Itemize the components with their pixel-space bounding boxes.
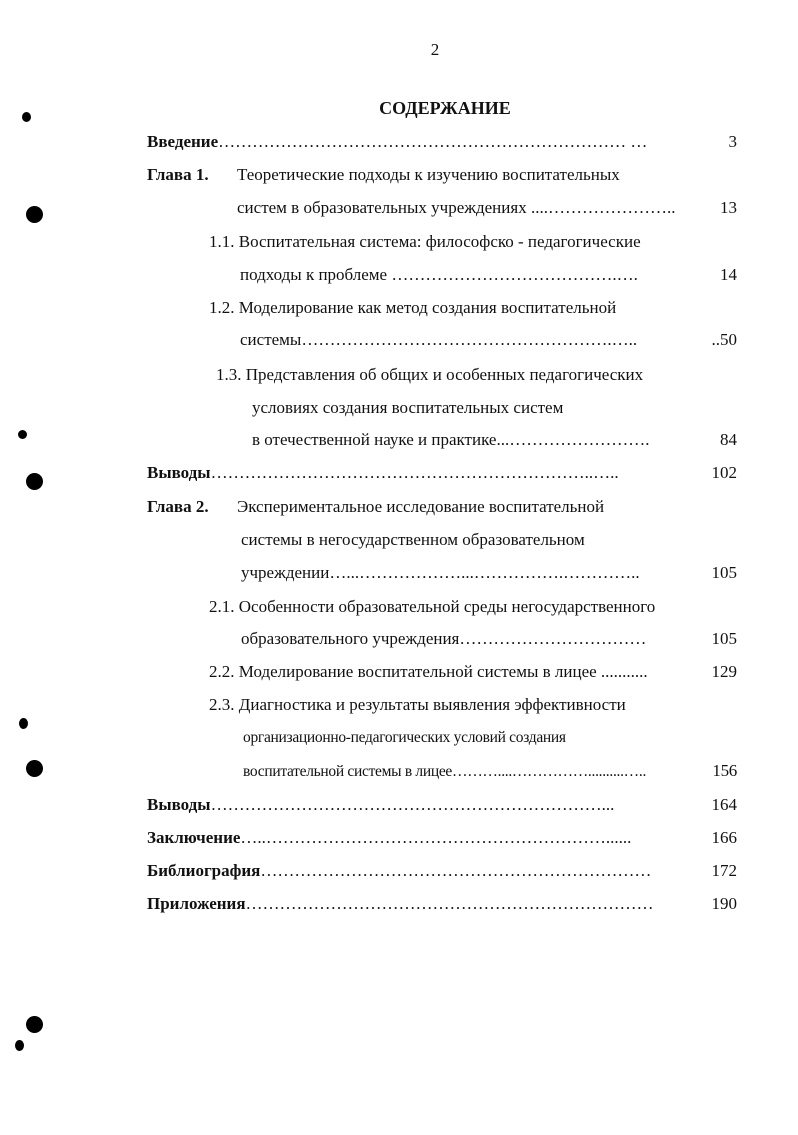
toc-text: 2.2. Моделирование воспитательной системы в лицее ........... bbox=[209, 662, 648, 681]
toc-page: ..50 bbox=[711, 330, 737, 349]
toc-page: 190 bbox=[711, 894, 737, 913]
toc-text: подходы к проблеме ………………………………….…. bbox=[240, 265, 638, 284]
toc-leader: ……………………………………………………………… … bbox=[218, 132, 648, 151]
toc-label: Выводы bbox=[147, 795, 211, 814]
toc-section-1-2-cont bbox=[240, 330, 737, 350]
toc-section-2-1: 2.1. Особенности образовательной среды негосударственного bbox=[209, 597, 656, 616]
toc-page: 172 bbox=[711, 861, 737, 880]
binder-hole-mark bbox=[26, 473, 43, 490]
toc-section-2-2 bbox=[209, 662, 737, 682]
toc-leader: ……………………………………………………………… bbox=[245, 894, 654, 913]
toc-section-1-1-cont bbox=[240, 265, 737, 285]
toc-entry-conclusions-1 bbox=[147, 463, 737, 483]
toc-section-1-3-cont: условиях создания воспитательных систем bbox=[252, 398, 564, 417]
toc-entry-conclusions-2 bbox=[147, 795, 737, 815]
toc-chapter-2-label: Глава 2. bbox=[147, 497, 209, 516]
toc-chapter-1-title-cont bbox=[237, 198, 737, 218]
binder-hole-mark bbox=[19, 718, 28, 729]
binder-hole-mark bbox=[26, 1016, 43, 1033]
toc-leader: …………………………………………………………… bbox=[260, 861, 652, 880]
toc-page: 105 bbox=[711, 563, 737, 582]
toc-section-1-3: 1.3. Представления об общих и особенных педагогических bbox=[216, 365, 644, 384]
toc-leader: …………………………………………………………..….. bbox=[210, 463, 619, 482]
toc-section-2-3-cont: организационно-педагогических условий создания bbox=[243, 729, 566, 746]
page-number: 2 bbox=[430, 40, 440, 59]
toc-label: Приложения bbox=[147, 894, 246, 913]
toc-text: систем в образовательных учреждениях ....………………….. bbox=[237, 198, 676, 217]
toc-text: учреждении…...………………...…………….………….. bbox=[241, 563, 640, 582]
toc-text: воспитательной системы в лицее………....……………..........….. bbox=[243, 763, 647, 780]
toc-page: 3 bbox=[728, 132, 737, 151]
toc-section-2-1-cont bbox=[241, 629, 737, 649]
toc-chapter-2-title-cont2 bbox=[241, 563, 737, 583]
toc-page: 102 bbox=[711, 463, 737, 482]
page-title: СОДЕРЖАНИЕ bbox=[379, 98, 511, 118]
toc-label: Библиография bbox=[147, 861, 261, 880]
toc-chapter-1-label: Глава 1. bbox=[147, 165, 209, 184]
binder-hole-mark bbox=[26, 206, 43, 223]
toc-entry-bibliography bbox=[147, 861, 737, 881]
toc-text: образовательного учреждения…………………………… bbox=[241, 629, 647, 648]
toc-page: 164 bbox=[711, 795, 737, 814]
toc-page: 166 bbox=[711, 828, 737, 847]
toc-page: 14 bbox=[720, 265, 737, 284]
toc-section-1-3-cont2 bbox=[252, 430, 737, 450]
toc-leader: …..……………………………………………………...... bbox=[240, 828, 632, 847]
toc-page: 129 bbox=[711, 662, 737, 681]
toc-section-2-3-cont2 bbox=[243, 761, 737, 781]
toc-text: системы……………………………………………….….. bbox=[240, 330, 638, 349]
toc-label: Введение bbox=[147, 132, 219, 151]
toc-page: 156 bbox=[712, 761, 737, 780]
binder-hole-mark bbox=[18, 430, 27, 439]
toc-section-1-2: 1.2. Моделирование как метод создания воспитательной bbox=[209, 298, 617, 317]
toc-chapter-1-title: Теоретические подходы к изучению воспитательных bbox=[237, 165, 620, 184]
toc-entry-intro bbox=[147, 132, 737, 152]
toc-page: 84 bbox=[720, 430, 737, 449]
binder-hole-mark bbox=[22, 112, 31, 122]
toc-section-1-1: 1.1. Воспитательная система: философско - педагогические bbox=[209, 232, 641, 251]
toc-page: 13 bbox=[720, 198, 737, 217]
toc-label: Заключение bbox=[147, 828, 241, 847]
toc-label: Выводы bbox=[147, 463, 211, 482]
toc-page: 105 bbox=[711, 629, 737, 648]
toc-text: в отечественной науке и практике...……………………. bbox=[252, 430, 650, 449]
binder-hole-mark bbox=[15, 1040, 24, 1051]
toc-entry-conclusion bbox=[147, 828, 737, 848]
toc-leader: ……………………………………………………………... bbox=[210, 795, 615, 814]
binder-hole-mark bbox=[26, 760, 43, 777]
toc-chapter-2-title-cont: системы в негосударственном образовательном bbox=[241, 530, 585, 549]
toc-section-2-3: 2.3. Диагностика и результаты выявления эффективности bbox=[209, 695, 626, 714]
toc-chapter-2-title: Экспериментальное исследование воспитательной bbox=[237, 497, 605, 516]
toc-entry-appendices bbox=[147, 894, 737, 914]
